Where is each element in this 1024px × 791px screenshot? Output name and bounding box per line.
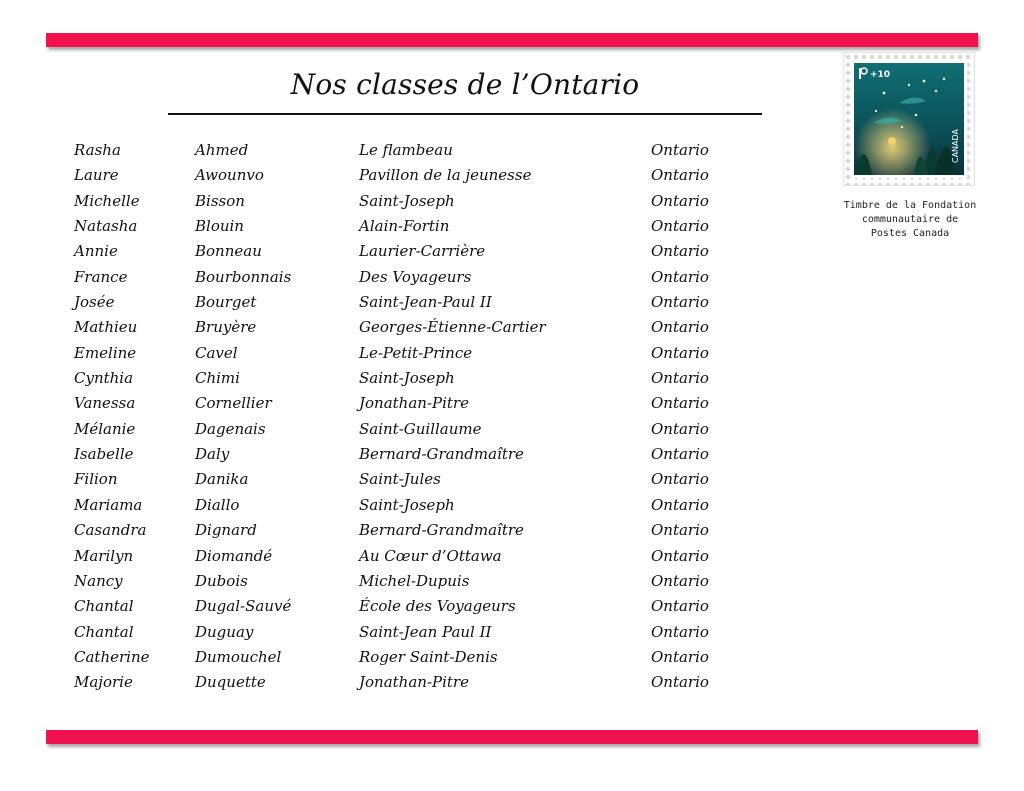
first-name-cell: Michelle: [74, 191, 140, 210]
stamp-caption-line: Postes Canada: [870, 228, 950, 239]
school-cell: Roger Saint-Denis: [359, 647, 498, 666]
school-cell: Saint-Joseph: [359, 369, 455, 388]
school-cell: Michel-Dupuis: [359, 571, 470, 590]
last-name-cell: Bruyère: [195, 318, 257, 337]
table-row: [0, 493, 780, 518]
first-name-cell: Vanessa: [74, 394, 136, 413]
table-row: [0, 163, 780, 188]
last-name-cell: Dumouchel: [195, 647, 282, 666]
last-name-cell: Dignard: [195, 521, 257, 540]
first-name-cell: Emeline: [74, 343, 137, 362]
page-title: Nos classes de l’Ontario: [290, 68, 640, 101]
province-cell: Ontario: [651, 495, 709, 514]
bottom-accent-bar: [46, 730, 978, 744]
table-row: [0, 467, 780, 492]
stamp-country: CANADA: [951, 128, 960, 163]
stamp-illustration: [854, 63, 964, 175]
school-cell: Bernard-Grandmaître: [359, 445, 524, 464]
last-name-cell: Chimi: [195, 369, 240, 388]
table-row: [0, 214, 780, 239]
last-name-cell: Dugal-Sauvé: [195, 597, 292, 616]
province-cell: Ontario: [651, 622, 709, 641]
last-name-cell: Danika: [195, 470, 249, 489]
school-cell: Pavillon de la jeunesse: [359, 166, 532, 185]
school-cell: Jonathan-Pitre: [359, 394, 469, 413]
first-name-cell: Laure: [74, 166, 119, 185]
province-cell: Ontario: [651, 293, 709, 312]
table-row: [0, 239, 780, 264]
first-name-cell: Isabelle: [74, 445, 134, 464]
province-cell: Ontario: [651, 318, 709, 337]
province-cell: Ontario: [651, 141, 709, 159]
last-name-cell: Bonneau: [195, 242, 262, 261]
school-cell: Georges-Étienne-Cartier: [359, 318, 546, 337]
table-row: [0, 315, 780, 340]
first-name-cell: Cynthia: [74, 369, 134, 388]
first-name-cell: Nancy: [74, 571, 123, 590]
table-row: [0, 341, 780, 366]
first-name-cell: Rasha: [74, 141, 121, 159]
province-cell: Ontario: [651, 571, 709, 590]
province-cell: Ontario: [651, 343, 709, 362]
first-name-cell: Marilyn: [74, 546, 134, 565]
school-cell: Au Cœur d’Ottawa: [359, 546, 502, 565]
province-cell: Ontario: [651, 369, 709, 388]
province-cell: Ontario: [651, 394, 709, 413]
stamp-caption-line: Timbre de la Fondation: [843, 200, 977, 211]
province-cell: Ontario: [651, 597, 709, 616]
province-cell: Ontario: [651, 217, 709, 236]
school-cell: École des Voyageurs: [359, 597, 516, 616]
first-name-cell: Chantal: [74, 597, 134, 616]
province-cell: Ontario: [651, 521, 709, 540]
first-name-cell: Natasha: [74, 217, 138, 236]
table-row: [0, 391, 780, 416]
school-cell: Jonathan-Pitre: [359, 673, 469, 692]
last-name-cell: Bourbonnais: [195, 267, 292, 286]
school-cell: Saint-Guillaume: [359, 419, 482, 438]
table-row: [0, 138, 780, 163]
last-name-cell: Diallo: [195, 495, 240, 514]
province-cell: Ontario: [651, 673, 709, 692]
school-cell: Saint-Jean Paul II: [359, 622, 492, 641]
table-row: [0, 417, 780, 442]
table-row: [0, 670, 780, 695]
table-row: [0, 594, 780, 619]
last-name-cell: Blouin: [195, 217, 244, 236]
school-cell: Saint-Joseph: [359, 495, 455, 514]
first-name-cell: Majorie: [74, 673, 133, 692]
province-cell: Ontario: [651, 419, 709, 438]
first-name-cell: Mélanie: [74, 419, 136, 438]
last-name-cell: Cornellier: [195, 394, 272, 413]
first-name-cell: France: [74, 267, 128, 286]
last-name-cell: Cavel: [195, 343, 238, 362]
last-name-cell: Dubois: [195, 571, 248, 590]
school-cell: Alain-Fortin: [359, 217, 450, 236]
first-name-cell: Casandra: [74, 521, 147, 540]
top-accent-bar: [46, 33, 978, 47]
table-row: [0, 290, 780, 315]
first-name-cell: Annie: [74, 242, 118, 261]
province-cell: Ontario: [651, 267, 709, 286]
table-row: [0, 442, 780, 467]
first-name-cell: Mariama: [74, 495, 143, 514]
title-underline: [168, 113, 762, 115]
first-name-cell: Josée: [74, 293, 115, 312]
class-list-table: [0, 138, 780, 696]
province-cell: Ontario: [651, 166, 709, 185]
last-name-cell: Bourget: [195, 293, 257, 312]
province-cell: Ontario: [651, 470, 709, 489]
last-name-cell: Awounvo: [195, 166, 264, 185]
table-row: [0, 189, 780, 214]
school-cell: Laurier-Carrière: [359, 242, 486, 261]
last-name-cell: Duquette: [195, 673, 266, 692]
school-cell: Le-Petit-Prince: [359, 343, 473, 362]
school-cell: Saint-Joseph: [359, 191, 455, 210]
table-row: [0, 265, 780, 290]
table-row: [0, 518, 780, 543]
last-name-cell: Diomandé: [195, 546, 273, 565]
table-row: [0, 620, 780, 645]
last-name-cell: Dagenais: [195, 419, 266, 438]
table-row: [0, 569, 780, 594]
school-cell: Le flambeau: [359, 141, 453, 159]
school-cell: Saint-Jean-Paul II: [359, 293, 492, 312]
school-cell: Bernard-Grandmaître: [359, 521, 524, 540]
province-cell: Ontario: [651, 242, 709, 261]
province-cell: Ontario: [651, 647, 709, 666]
first-name-cell: Catherine: [74, 647, 150, 666]
province-cell: Ontario: [651, 445, 709, 464]
first-name-cell: Chantal: [74, 622, 134, 641]
province-cell: Ontario: [651, 191, 709, 210]
school-cell: Saint-Jules: [359, 470, 441, 489]
last-name-cell: Duguay: [195, 622, 254, 641]
first-name-cell: Filion: [74, 470, 118, 489]
province-cell: Ontario: [651, 546, 709, 565]
stamp-caption: [820, 199, 1000, 241]
table-row: [0, 366, 780, 391]
last-name-cell: Daly: [195, 445, 230, 464]
last-name-cell: Ahmed: [195, 141, 249, 159]
table-row: [0, 645, 780, 670]
school-cell: Des Voyageurs: [359, 267, 472, 286]
stamp-value: +10: [870, 70, 891, 80]
table-row: [0, 544, 780, 569]
stamp-caption-line: communautaire de: [861, 214, 959, 225]
postage-stamp: [843, 52, 975, 186]
stamp-image: [851, 60, 967, 178]
last-name-cell: Bisson: [195, 191, 245, 210]
first-name-cell: Mathieu: [74, 318, 138, 337]
